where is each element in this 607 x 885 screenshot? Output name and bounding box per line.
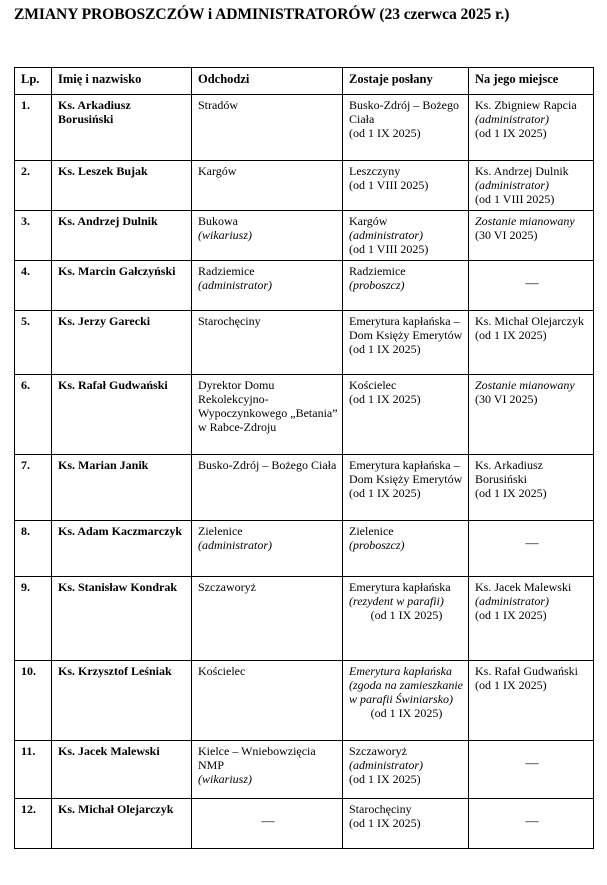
cell-name: Ks. Krzysztof Leśniak: [52, 661, 192, 741]
replacement-line: (od 1 IX 2025): [475, 678, 547, 692]
cell-to: [343, 211, 469, 261]
from-line: Radziemice: [198, 264, 255, 278]
to-line: Kościelec: [349, 378, 397, 392]
cell-name: Ks. Arkadiusz Borusiński: [52, 95, 192, 161]
empty-dash: —: [525, 535, 539, 550]
to-line: (rezydent w parafii): [349, 594, 444, 608]
from-line: Bukowa: [198, 214, 238, 228]
table-row: [15, 741, 594, 799]
replacement-line: (od 1 IX 2025): [475, 328, 547, 342]
to-line: (od 1 IX 2025): [370, 608, 443, 622]
replacement-line: Ks. Rafał Gudwański: [475, 664, 578, 678]
cell-replacement: [469, 95, 594, 161]
to-line: Zielenice: [349, 524, 394, 538]
cell-replacement: [469, 211, 594, 261]
from-line: Kielce – Wniebowzięcia NMP: [198, 744, 316, 772]
cell-name: Ks. Marian Janik: [52, 455, 192, 521]
table-row: [15, 521, 594, 577]
column-header-from: Odchodzi: [192, 68, 343, 95]
from-line: Starochęciny: [198, 314, 261, 328]
table-row: [15, 261, 594, 311]
cell-to: [343, 799, 469, 849]
cell-from: [192, 661, 343, 741]
table-row: [15, 375, 594, 455]
from-line: Kargów: [198, 164, 237, 178]
to-line: Emerytura kapłańska – Dom Księży Emerytów: [349, 458, 463, 486]
cell-to: [343, 661, 469, 741]
cell-lp: 9.: [15, 577, 52, 661]
cell-to: [343, 311, 469, 375]
table-row: [15, 95, 594, 161]
replacement-line: Zostanie mianowany: [475, 378, 575, 392]
replacement-line: Zostanie mianowany: [475, 214, 575, 228]
to-line: (od 1 VIII 2025): [349, 178, 429, 192]
to-line: Leszczyny: [349, 164, 401, 178]
from-line: Dyrektor Domu Rekolekcyjno-Wypoczynkowego „Betania” w Rabce-Zdroju: [198, 378, 338, 434]
table-header: [15, 68, 594, 95]
cell-to: [343, 95, 469, 161]
replacement-line: Ks. Michał Olejarczyk: [475, 314, 584, 328]
to-line: Busko-Zdrój – Bożego Ciała: [349, 98, 459, 126]
cell-replacement: [469, 799, 594, 849]
replacement-line: (od 1 IX 2025): [475, 126, 547, 140]
from-line: Szczaworyż: [198, 580, 256, 594]
to-line: Kargów: [349, 214, 388, 228]
cell-from: [192, 211, 343, 261]
column-header-to: Zostaje posłany: [343, 68, 469, 95]
cell-name: Ks. Adam Kaczmarczyk: [52, 521, 192, 577]
cell-replacement: [469, 261, 594, 311]
replacement-line: (administrator): [475, 112, 550, 126]
table-row: [15, 455, 594, 521]
table-row: [15, 161, 594, 211]
cell-from: [192, 375, 343, 455]
cell-to: [343, 261, 469, 311]
empty-dash: —: [525, 275, 539, 290]
to-line: (od 1 VIII 2025): [349, 242, 429, 256]
cell-from: [192, 261, 343, 311]
cell-from: [192, 521, 343, 577]
from-line: (wikariusz): [198, 228, 252, 242]
empty-dash: —: [525, 813, 539, 828]
empty-dash: —: [261, 813, 275, 828]
table-row: [15, 799, 594, 849]
to-line: (proboszcz): [349, 538, 405, 552]
to-line: Emerytura kapłańska (zgoda na zamieszkanie w parafii Świniarsko): [349, 664, 463, 706]
cell-from: [192, 455, 343, 521]
to-line: Szczaworyż: [349, 744, 407, 758]
from-line: Busko-Zdrój – Bożego Ciała: [198, 458, 337, 472]
empty-dash: —: [525, 755, 539, 770]
column-header-lp: Lp.: [15, 68, 52, 95]
cell-replacement: [469, 741, 594, 799]
cell-to: [343, 521, 469, 577]
cell-name: Ks. Marcin Gałczyński: [52, 261, 192, 311]
cell-lp: 12.: [15, 799, 52, 849]
cell-name: Ks. Rafał Gudwański: [52, 375, 192, 455]
table-row: [15, 311, 594, 375]
to-line: (od 1 IX 2025): [349, 342, 421, 356]
cell-replacement: [469, 577, 594, 661]
replacement-line: (administrator): [475, 178, 550, 192]
from-line: Stradów: [198, 98, 238, 112]
cell-replacement: [469, 161, 594, 211]
cell-from: [192, 161, 343, 211]
cell-lp: 7.: [15, 455, 52, 521]
to-line: (od 1 IX 2025): [349, 126, 421, 140]
cell-name: Ks. Stanisław Kondrak: [52, 577, 192, 661]
table-body: [15, 95, 594, 849]
to-line: (proboszcz): [349, 278, 405, 292]
cell-to: [343, 741, 469, 799]
replacement-line: (od 1 VIII 2025): [475, 192, 555, 206]
cell-name: Ks. Jerzy Garecki: [52, 311, 192, 375]
to-line: (od 1 IX 2025): [349, 772, 421, 786]
cell-replacement: [469, 521, 594, 577]
cell-name: Ks. Leszek Bujak: [52, 161, 192, 211]
column-header-replacement: Na jego miejsce: [469, 68, 594, 95]
changes-table: [14, 67, 594, 849]
cell-name: Ks. Jacek Malewski: [52, 741, 192, 799]
page-title: ZMIANY PROBOSZCZÓW i ADMINISTRATORÓW (23 czerwca 2025 r.): [14, 6, 510, 23]
to-line: (od 1 IX 2025): [349, 486, 421, 500]
cell-lp: 10.: [15, 661, 52, 741]
to-line: (administrator): [349, 758, 424, 772]
cell-from: [192, 577, 343, 661]
replacement-line: (30 VI 2025): [475, 228, 538, 242]
cell-lp: 4.: [15, 261, 52, 311]
replacement-line: (od 1 IX 2025): [475, 486, 547, 500]
cell-from: [192, 95, 343, 161]
cell-replacement: [469, 311, 594, 375]
cell-lp: 11.: [15, 741, 52, 799]
cell-from: [192, 741, 343, 799]
to-line: Emerytura kapłańska – Dom Księży Emerytów: [349, 314, 463, 342]
replacement-line: (administrator): [475, 594, 550, 608]
table-row: [15, 661, 594, 741]
to-line: (od 1 IX 2025): [370, 706, 443, 720]
from-line: Zielenice: [198, 524, 243, 538]
cell-replacement: [469, 455, 594, 521]
replacement-line: Ks. Zbigniew Rapcia: [475, 98, 577, 112]
table-row: [15, 577, 594, 661]
from-line: (administrator): [198, 278, 273, 292]
to-line: Emerytura kapłańska: [349, 580, 451, 594]
to-line: (od 1 IX 2025): [349, 816, 421, 830]
cell-lp: 3.: [15, 211, 52, 261]
cell-replacement: [469, 661, 594, 741]
replacement-line: Ks. Andrzej Dulnik: [475, 164, 569, 178]
cell-to: [343, 577, 469, 661]
cell-name: Ks. Andrzej Dulnik: [52, 211, 192, 261]
cell-lp: 1.: [15, 95, 52, 161]
from-line: (administrator): [198, 538, 273, 552]
from-line: Kościelec: [198, 664, 246, 678]
cell-lp: 2.: [15, 161, 52, 211]
cell-lp: 6.: [15, 375, 52, 455]
cell-to: [343, 161, 469, 211]
header-row: [15, 68, 594, 95]
column-header-name: Imię i nazwisko: [52, 68, 192, 95]
replacement-line: Ks. Jacek Malewski: [475, 580, 572, 594]
replacement-line: (30 VI 2025): [475, 392, 538, 406]
cell-from: [192, 799, 343, 849]
cell-lp: 5.: [15, 311, 52, 375]
to-line: Radziemice: [349, 264, 406, 278]
replacement-line: Ks. Arkadiusz Borusiński: [475, 458, 543, 486]
from-line: (wikariusz): [198, 772, 252, 786]
cell-to: [343, 455, 469, 521]
to-line: (administrator): [349, 228, 424, 242]
cell-from: [192, 311, 343, 375]
cell-to: [343, 375, 469, 455]
cell-name: Ks. Michał Olejarczyk: [52, 799, 192, 849]
table-row: [15, 211, 594, 261]
cell-lp: 8.: [15, 521, 52, 577]
replacement-line: (od 1 IX 2025): [475, 608, 547, 622]
to-line: (od 1 IX 2025): [349, 392, 421, 406]
cell-replacement: [469, 375, 594, 455]
to-line: Starochęciny: [349, 802, 412, 816]
